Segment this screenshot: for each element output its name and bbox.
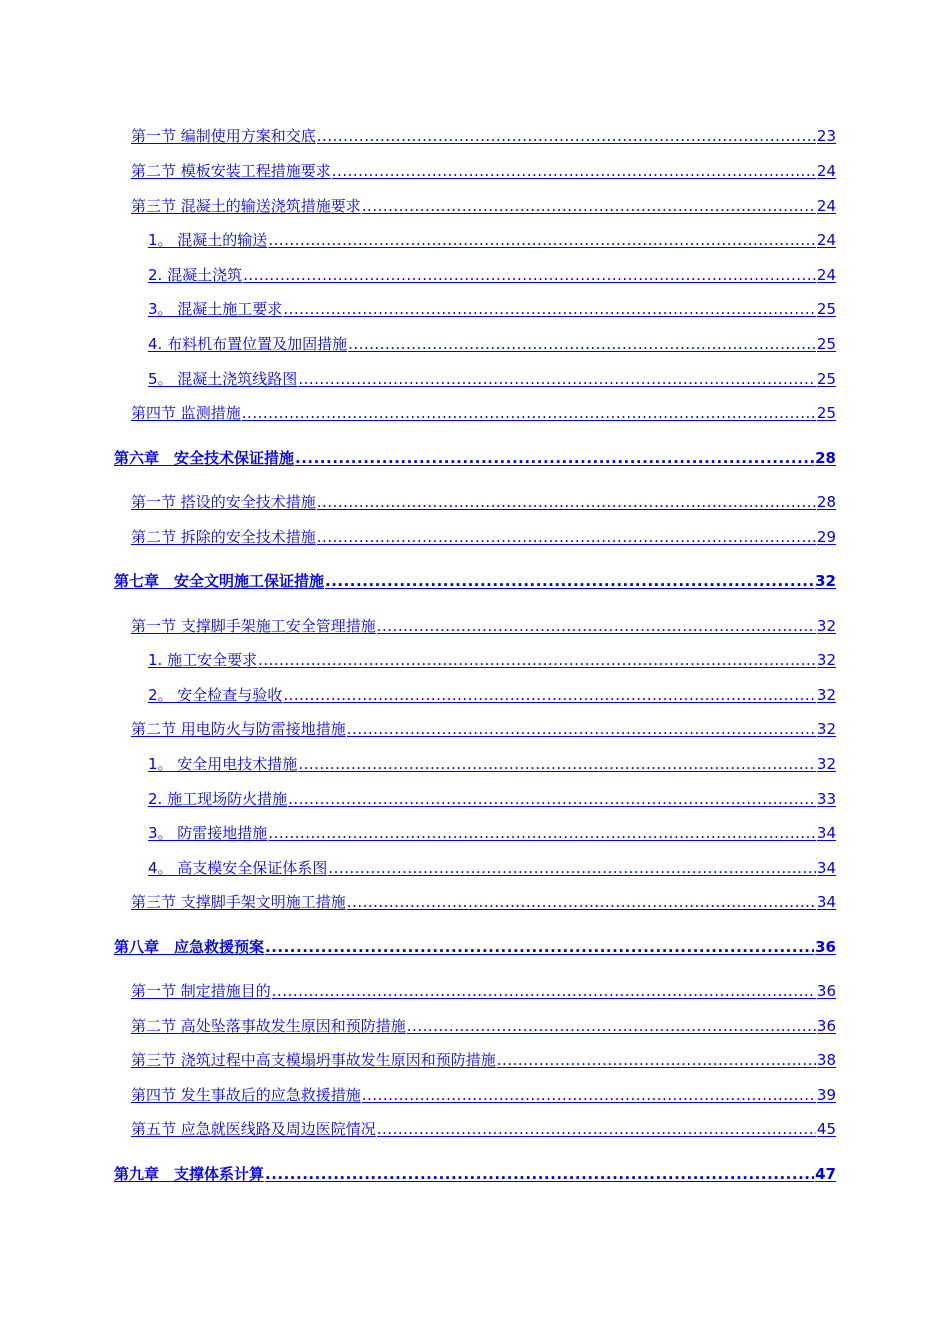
toc-page-number: 33	[816, 790, 836, 808]
toc-entry-level-2[interactable]	[131, 1049, 836, 1070]
toc-entry-level-2[interactable]	[131, 891, 836, 912]
toc-page-number: 36	[816, 982, 836, 1000]
toc-entry-level-3[interactable]	[148, 753, 836, 774]
toc-dot-leader	[242, 404, 816, 422]
toc-dot-leader	[377, 617, 816, 635]
toc-dot-leader	[348, 335, 816, 353]
toc-entry-title: 第一节 支撑脚手架施工安全管理措施	[131, 617, 376, 635]
toc-entry-level-3[interactable]	[148, 333, 836, 354]
toc-entry-level-2[interactable]	[131, 1084, 836, 1105]
toc-entry-title: 4. 布料机布置位置及加固措施	[148, 335, 348, 353]
toc-entry-title: 4。 高支模安全保证体系图	[148, 859, 328, 877]
toc-entry-title: 第二节 拆除的安全技术措施	[131, 528, 316, 546]
toc-page-number: 28	[815, 449, 836, 467]
toc-entry-level-3[interactable]	[148, 298, 836, 319]
toc-page-number: 32	[816, 686, 836, 704]
toc-dot-leader	[283, 686, 816, 704]
toc-page-number: 38	[816, 1051, 836, 1069]
toc-dot-leader	[497, 1051, 816, 1069]
toc-entry-level-1[interactable]	[114, 447, 836, 468]
toc-entry-level-2[interactable]	[131, 526, 836, 547]
toc-dot-leader	[317, 528, 816, 546]
toc-dot-leader	[268, 231, 816, 249]
toc-entry-title: 1。 混凝土的输送	[148, 231, 268, 249]
toc-page-number: 24	[816, 266, 836, 284]
toc-page-number: 36	[816, 1017, 836, 1035]
toc-dot-leader	[362, 197, 816, 215]
toc-entry-level-2[interactable]	[131, 980, 836, 1001]
toc-entry-title: 第二节 高处坠落事故发生原因和预防措施	[131, 1017, 406, 1035]
toc-dot-leader	[265, 938, 814, 956]
toc-entry-title: 5。 混凝土浇筑线路图	[148, 370, 298, 388]
toc-page-number: 45	[816, 1120, 836, 1138]
toc-page-number: 32	[816, 755, 836, 773]
toc-entry-level-3[interactable]	[148, 857, 836, 878]
toc-entry-title: 第四节 监测措施	[131, 404, 241, 422]
toc-page-number: 29	[816, 528, 836, 546]
toc-dot-leader	[283, 300, 816, 318]
toc-dot-leader	[268, 824, 816, 842]
toc-page-number: 39	[816, 1086, 836, 1104]
toc-dot-leader	[317, 493, 816, 511]
toc-entry-title: 第四节 发生事故后的应急救援措施	[131, 1086, 361, 1104]
toc-dot-leader	[332, 162, 816, 180]
toc-entry-title: 2. 混凝土浇筑	[148, 266, 243, 284]
toc-entry-level-2[interactable]	[131, 125, 836, 146]
toc-page-number: 32	[816, 617, 836, 635]
toc-dot-leader	[325, 572, 814, 590]
toc-page-number: 24	[816, 197, 836, 215]
toc-dot-leader	[295, 449, 814, 467]
toc-dot-leader	[243, 266, 816, 284]
toc-page-number: 32	[816, 651, 836, 669]
toc-entry-title: 第一节 编制使用方案和交底	[131, 127, 316, 145]
toc-page-number: 25	[816, 335, 836, 353]
toc-entry-title: 2. 施工现场防火措施	[148, 790, 288, 808]
toc-entry-level-3[interactable]	[148, 264, 836, 285]
toc-entry-title: 第五节 应急就医线路及周边医院情况	[131, 1120, 376, 1138]
toc-entry-level-2[interactable]	[131, 1015, 836, 1036]
toc-page-number: 28	[816, 493, 836, 511]
toc-entry-level-2[interactable]	[131, 160, 836, 181]
toc-entry-title: 2。 安全检查与验收	[148, 686, 283, 704]
toc-page-number: 23	[816, 127, 836, 145]
toc-entry-title: 第二节 用电防火与防雷接地措施	[131, 720, 346, 738]
toc-page-number: 32	[816, 720, 836, 738]
toc-page-number: 47	[815, 1165, 836, 1183]
toc-dot-leader	[258, 651, 816, 669]
toc-page-number: 25	[816, 370, 836, 388]
toc-entry-level-3[interactable]	[148, 822, 836, 843]
toc-entry-level-2[interactable]	[131, 402, 836, 423]
toc-dot-leader	[288, 790, 816, 808]
toc-dot-leader	[407, 1017, 816, 1035]
toc-entry-title: 第三节 浇筑过程中高支模塌坍事故发生原因和预防措施	[131, 1051, 496, 1069]
toc-page-number: 34	[816, 893, 836, 911]
toc-entry-level-1[interactable]	[114, 936, 836, 957]
toc-entry-level-2[interactable]	[131, 1118, 836, 1139]
toc-entry-title: 第三节 支撑脚手架文明施工措施	[131, 893, 346, 911]
toc-entry-level-1[interactable]	[114, 1163, 836, 1184]
toc-entry-title: 第二节 模板安装工程措施要求	[131, 162, 331, 180]
toc-entry-title: 第七章 安全文明施工保证措施	[114, 572, 325, 590]
toc-dot-leader	[328, 859, 816, 877]
toc-page-number: 36	[815, 938, 836, 956]
toc-entry-level-1[interactable]	[114, 570, 836, 591]
toc-page-number: 24	[816, 231, 836, 249]
toc-entry-level-2[interactable]	[131, 491, 836, 512]
toc-entry-level-2[interactable]	[131, 718, 836, 739]
toc-page-number: 32	[815, 572, 836, 590]
toc-entry-title: 第六章 安全技术保证措施	[114, 449, 295, 467]
toc-page-number: 25	[816, 404, 836, 422]
toc-entry-title: 1. 施工安全要求	[148, 651, 258, 669]
toc-entry-level-2[interactable]	[131, 615, 836, 636]
toc-page-number: 34	[816, 824, 836, 842]
toc-entry-title: 第八章 应急救援预案	[114, 938, 265, 956]
toc-entry-title: 第一节 制定措施目的	[131, 982, 271, 1000]
toc-dot-leader	[377, 1120, 816, 1138]
toc-page-number: 34	[816, 859, 836, 877]
toc-entry-level-3[interactable]	[148, 788, 836, 809]
toc-entry-level-2[interactable]	[131, 195, 836, 216]
toc-dot-leader	[362, 1086, 816, 1104]
toc-entry-level-3[interactable]	[148, 229, 836, 250]
toc-dot-leader	[317, 127, 816, 145]
toc-dot-leader	[347, 720, 816, 738]
toc-entry-title: 第九章 支撑体系计算	[114, 1165, 265, 1183]
toc-dot-leader	[347, 893, 816, 911]
toc-entry-title: 3。 混凝土施工要求	[148, 300, 283, 318]
toc-page-number: 24	[816, 162, 836, 180]
toc-entry-level-3[interactable]	[148, 684, 836, 705]
toc-dot-leader	[272, 982, 816, 1000]
toc-entry-title: 第三节 混凝土的输送浇筑措施要求	[131, 197, 361, 215]
toc-entry-level-3[interactable]	[148, 649, 836, 670]
toc-page-number: 25	[816, 300, 836, 318]
toc-entry-title: 1。 安全用电技术措施	[148, 755, 298, 773]
toc-dot-leader	[298, 755, 816, 773]
toc-entry-title: 3。 防雷接地措施	[148, 824, 268, 842]
toc-entry-title: 第一节 搭设的安全技术措施	[131, 493, 316, 511]
toc-dot-leader	[298, 370, 816, 388]
toc-entry-level-3[interactable]	[148, 368, 836, 389]
toc-dot-leader	[265, 1165, 814, 1183]
